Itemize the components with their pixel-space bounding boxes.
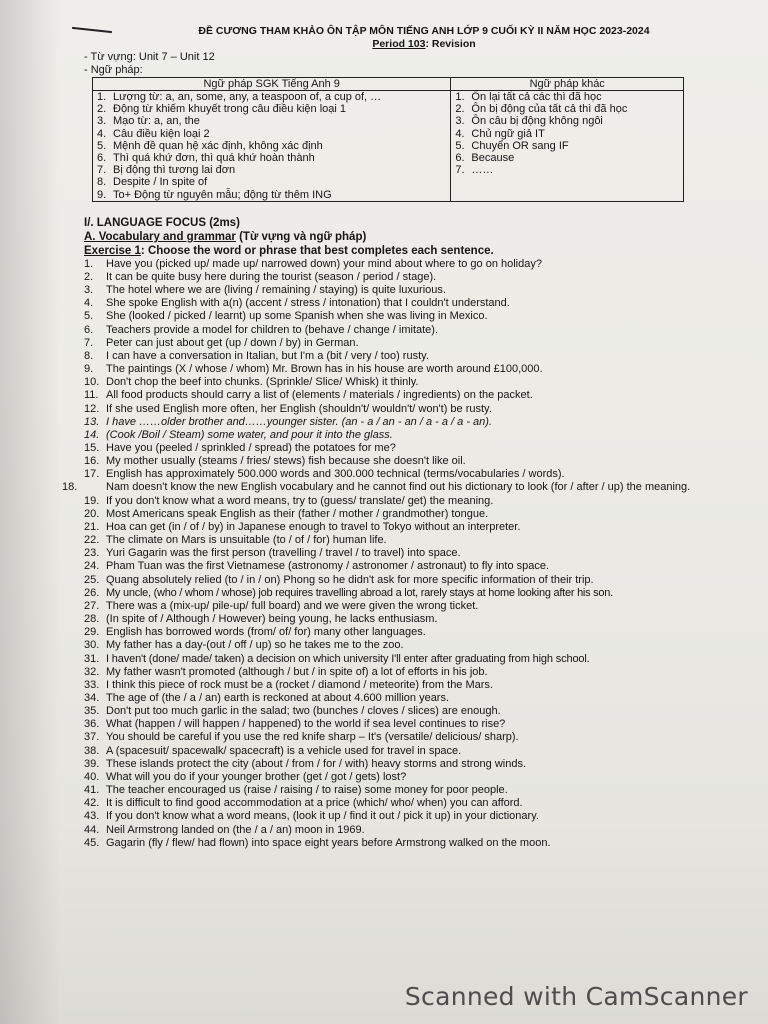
exercise-item [84, 758, 730, 771]
exercise-item [84, 797, 730, 810]
grammar-left-item-number: 7. [97, 164, 107, 177]
grammar-right-item-number: 1. [455, 91, 465, 103]
grammar-right-item [455, 164, 679, 176]
exercise-item [84, 389, 730, 402]
grammar-right-item-number: 5. [455, 139, 465, 152]
exercise-item-number: 22. [84, 534, 100, 547]
exercise-item [84, 468, 730, 481]
exercise-item-text: The climate on Mars is unsuitable (to / of / for) human life. [106, 534, 387, 547]
exercise-item-number: 17. [84, 468, 100, 481]
grammar-left-list [97, 91, 446, 201]
exercise-item-text: Peter can just about get (up / down / by) in German. [106, 336, 359, 349]
exercise-item-number: 11. [84, 389, 99, 402]
exercise-item [84, 692, 730, 705]
exercise-item-text: What (happen / will happen / happened) to the world if sea level continues to rise? [106, 718, 506, 731]
exercise-item-text: My uncle, (who / whom / whose) job requires travelling abroad a lot, rarely stays at home looking after his son. [106, 586, 613, 599]
camscanner-watermark: Scanned with CamScanner [404, 982, 748, 1011]
exercise-item [84, 705, 730, 718]
exercise-item [84, 574, 730, 587]
exercise-item-number: 31. [84, 652, 100, 665]
exercise-item-number: 10. [84, 376, 100, 389]
grammar-right-item-text: Ôn lại tất cả các thì đã học [471, 91, 602, 103]
exercise-item-number: 21. [84, 520, 100, 533]
exercise-item-text: These islands protect the city (about / from / for / with) heavy storms and strong winds. [106, 757, 527, 770]
section-heading: I/. LANGUAGE FOCUS (2ms) [84, 216, 240, 229]
exercise-item [84, 324, 730, 337]
exercise-item-text: All food products should carry a list of (elements / materials / ingredients) on the packet. [106, 389, 533, 402]
grammar-right-item-text: …… [471, 164, 494, 177]
exercise-item-text: I think this piece of rock must be a (rocket / diamond / meteorite) from the Mars. [106, 678, 493, 691]
exercise-item-number: 26. [84, 586, 100, 599]
exercise-item-text: Most Americans speak English as their (father / mother / grandmother) tongue. [106, 507, 489, 520]
exercise-item [84, 521, 730, 534]
exercise-item-text: Teachers provide a model for children to (behave / change / imitate). [106, 323, 439, 336]
exercise-item [84, 429, 730, 442]
exercise-item [84, 639, 730, 652]
exercise-item-number: 34. [84, 691, 100, 704]
exercise-item-number: 6. [84, 323, 94, 336]
exercise-list [62, 257, 730, 850]
exercise-item [84, 653, 730, 666]
exercise-item-text: There was a (mix-up/ pile-up/ full board) and we were given the wrong ticket. [106, 599, 479, 612]
exercise-item-number: 5. [84, 310, 94, 323]
exercise-item [84, 534, 730, 547]
scan-shadow [0, 0, 60, 1024]
exercise-item-number: 36. [84, 718, 100, 731]
exercise-item-text: I have ……older brother and……younger sister. (an - a / an - an / a - a / a - an). [106, 415, 492, 428]
exercise-item-number: 1. [84, 257, 94, 270]
grammar-left-item-text: Bị động thì tương lai đơn [113, 164, 236, 177]
grammar-right-item-number: 3. [455, 115, 465, 128]
exercise-item [84, 613, 730, 626]
grammar-right-item [455, 91, 679, 103]
exercise-item-number: 35. [84, 705, 100, 718]
exercise-item-text: Neil Armstrong landed on (the / a / an) moon in 1969. [106, 823, 365, 836]
grammar-line: - Ngữ pháp: [84, 64, 143, 76]
exercise-item-number: 37. [84, 731, 100, 744]
grammar-left-item-text: Thì quá khứ đơn, thì quá khứ hoàn thành [113, 152, 315, 165]
exercise-label: Exercise 1 [84, 244, 141, 257]
grammar-right-item-text: Ôn bị động của tất cả thì đã học [471, 103, 628, 116]
grammar-left-item-text: Mạo từ: a, an, the [113, 115, 200, 128]
grammar-col-left: Ngữ pháp SGK Tiếng Anh 9 [93, 78, 451, 91]
exercise-item-text: Gagarin (fly / flew/ had flown) into space eight years before Armstrong walked on the moon. [106, 836, 551, 849]
exercise-item [84, 442, 730, 455]
period-label: Period 103 [372, 38, 426, 50]
exercise-item-text: Don't chop the beef into chunks. (Sprinkle/ Slice/ Whisk) it thinly. [106, 376, 419, 389]
exercise-item-text: She (looked / picked / learnt) up some Spanish when she was living in Mexico. [106, 310, 488, 323]
exercise-item-text: Have you (picked up/ made up/ narrowed down) your mind about where to go on holiday? [106, 257, 542, 270]
grammar-left-item [97, 91, 446, 103]
grammar-left-item-text: Mệnh đề quan hệ xác định, không xác định [113, 139, 323, 152]
grammar-right-item-text: Because [471, 152, 515, 165]
grammar-right-item-number: 7. [455, 164, 465, 177]
exercise-item-number: 7. [84, 336, 94, 349]
exercise-item-text: My father has a day-(out / off / up) so he takes me to the zoo. [106, 639, 404, 652]
exercise-item-number: 2. [84, 270, 94, 283]
exercise-item-text: English has approximately 500.000 words and 300.000 technical (terms/vocabularies / words). [106, 468, 565, 481]
exercise-item [84, 600, 730, 613]
exercise-item-text: The paintings (X / whose / whom) Mr. Brown has in his house are worth around £100,000. [106, 363, 543, 376]
exercise-item-number: 14. [84, 428, 100, 441]
exercise-item [84, 666, 730, 679]
grammar-left-item-number: 1. [97, 91, 107, 103]
exercise-item [84, 508, 730, 521]
exercise-item-number: 28. [84, 613, 100, 626]
exercise-item-text: My mother usually (steams / fries/ stews) fish because she doesn't like oil. [106, 455, 466, 468]
grammar-left-item [97, 140, 446, 152]
grammar-left-item-text: To+ Động từ nguyên mẫu; động từ thêm ING [113, 188, 332, 201]
exercise-item [84, 350, 730, 363]
exercise-item-text: (Cook /Boil / Steam) some water, and pour it into the glass. [106, 428, 393, 441]
exercise-item [84, 376, 730, 389]
document-body [62, 25, 730, 850]
exercise-item-text: It is difficult to find good accommodation at a price (which/ who/ when) you can afford. [106, 797, 523, 810]
period-line [78, 38, 730, 51]
exercise-item [84, 363, 730, 376]
subsection-note: (Từ vựng và ngữ pháp) [235, 230, 367, 243]
exercise-item-number: 20. [84, 507, 100, 520]
exercise-item-number: 16. [84, 455, 100, 468]
exercise-item-text: You should be careful if you use the red knife sharp – It's (versatile/ delicious/ sharp). [106, 731, 519, 744]
grammar-right-item-number: 4. [455, 127, 465, 140]
grammar-left-cell [93, 91, 451, 202]
exercise-item-number: 30. [84, 639, 100, 652]
period-rest: : Revision [425, 38, 476, 50]
exercise-item-text: (In spite of / Although / However) being young, he lacks enthusiasm. [106, 613, 438, 626]
exercise-item-number: 44. [84, 823, 100, 836]
grammar-right-item [455, 115, 679, 127]
exercise-item [84, 403, 730, 416]
exercise-item-text: The teacher encouraged us (raise / raising / to raise) some money for poor people. [106, 784, 508, 797]
grammar-left-item [97, 128, 446, 140]
exercise-item-number: 25. [84, 573, 100, 586]
grammar-left-item-text: Động từ khiếm khuyết trong câu điều kiện loại 1 [113, 103, 346, 116]
exercise-item-number: 18. [62, 481, 78, 494]
exercise-item-text: If you don't know what a word means, try to (guess/ translate/ get) the meaning. [106, 494, 494, 507]
grammar-right-item-text: Chủ ngữ giả IT [471, 127, 545, 140]
exercise-item-number: 3. [84, 284, 94, 297]
exercise-item-text: I haven't (done/ made/ taken) a decision on which university I'll enter after graduating from high school. [106, 652, 590, 665]
exercise-item [84, 310, 730, 323]
exercise-item [84, 810, 730, 823]
exercise-item-number: 39. [84, 757, 100, 770]
exercise-item-text: Nam doesn't know the new English vocabulary and he cannot find out his dictionary to look (for / after / up) the meaning. [106, 481, 691, 494]
grammar-left-item-text: Lượng từ: a, an, some, any, a teaspoon of, a cup of, … [113, 91, 382, 103]
grammar-left-item [97, 103, 446, 115]
grammar-table [92, 77, 684, 202]
exercise-item-text: Hoa can get (in / of / by) in Japanese enough to travel to Tokyo without an interpreter. [106, 520, 521, 533]
exercise-item-text: What will you do if your younger brother (get / got / gets) lost? [106, 770, 407, 783]
exercise-item [84, 587, 730, 600]
exercise-item-text: The hotel where we are (living / remaining / staying) is quite luxurious. [106, 284, 446, 297]
exercise-item-text: A (spacesuit/ spacewalk/ spacecraft) is a vehicle used for travel in space. [106, 744, 462, 757]
grammar-left-item-text: Câu điều kiện loại 2 [113, 127, 210, 140]
exercise-item [84, 731, 730, 744]
exercise-item-text: Yuri Gagarin was the first person (travelling / travel / to travel) into space. [106, 547, 461, 560]
exercise-item-number: 29. [84, 626, 100, 639]
exercise-item-number: 8. [84, 349, 94, 362]
exercise-item-number: 45. [84, 836, 100, 849]
exercise-item-number: 32. [84, 665, 100, 678]
grammar-right-item-text: Chuyển OR sang IF [471, 139, 569, 152]
grammar-right-list [455, 91, 679, 176]
grammar-left-item [97, 164, 446, 176]
exercise-item-number: 23. [84, 547, 100, 560]
exercise-item [84, 824, 730, 837]
exercise-item-number: 33. [84, 678, 100, 691]
exercise-item [84, 284, 730, 297]
grammar-left-item-text: Despite / In spite of [113, 176, 208, 189]
grammar-left-item-number: 5. [97, 139, 107, 152]
grammar-right-item [455, 152, 679, 164]
exercise-item [84, 297, 730, 310]
exercise-item [84, 626, 730, 639]
grammar-left-item-number: 2. [97, 103, 107, 116]
exercise-item-text: Quang absolutely relied (to / in / on) Phong so he didn't ask for more specific information of their trip. [106, 573, 594, 586]
exercise-item-text: If she used English more often, her English (shouldn't/ wouldn't/ won't) be rusty. [106, 402, 492, 415]
exercise-item-number: 27. [84, 599, 100, 612]
exercise-item-text: She spoke English with a(n) (accent / stress / intonation) that I couldn't understand. [106, 297, 510, 310]
exercise-item [84, 547, 730, 560]
grammar-left-item-number: 9. [97, 188, 107, 201]
exercise-item [84, 455, 730, 468]
exercise-item-number: 42. [84, 797, 100, 810]
exercise-item-number: 43. [84, 810, 100, 823]
exercise-item [84, 271, 730, 284]
exercise-item-text: The age of (the / a / an) earth is reckoned at about 4.600 million years. [106, 691, 450, 704]
exercise-item [84, 560, 730, 573]
exercise-item-text: If you don't know what a word means, (look it up / find it out / pick it up) in your dictionary. [106, 810, 539, 823]
subsection-title: A. Vocabulary and grammar [84, 230, 236, 243]
subsection-heading [84, 230, 730, 244]
grammar-left-item [97, 115, 446, 127]
exercise-heading [84, 244, 730, 258]
exercise-item [84, 771, 730, 784]
grammar-left-item-number: 6. [97, 152, 107, 165]
grammar-right-item-number: 6. [455, 152, 465, 165]
grammar-right-item [455, 128, 679, 140]
exercise-item-number: 15. [84, 442, 100, 455]
grammar-left-item [97, 189, 446, 201]
exercise-item [84, 837, 730, 850]
grammar-right-item [455, 103, 679, 115]
grammar-right-item-number: 2. [455, 103, 465, 116]
exercise-item [62, 481, 730, 494]
exercise-item-number: 41. [84, 784, 100, 797]
exercise-item-number: 40. [84, 770, 100, 783]
grammar-left-item-number: 8. [97, 176, 107, 189]
grammar-right-cell [451, 91, 684, 202]
grammar-left-item-number: 4. [97, 127, 107, 140]
document-title: ĐỀ CƯƠNG THAM KHẢO ÔN TẬP MÔN TIẾNG ANH LỚP 9 CUỐI KỲ II NĂM HỌC 2023-2024 [198, 25, 650, 37]
vocab-line: - Từ vựng: Unit 7 – Unit 12 [84, 51, 215, 63]
exercise-item-text: I can have a conversation in Italian, but I'm a (bit / very / too) rusty. [106, 349, 429, 362]
exercise-item-number: 13. [84, 415, 100, 428]
exercise-item-text: It can be quite busy here during the tourist (season / period / stage). [106, 270, 437, 283]
grammar-left-item [97, 152, 446, 164]
exercise-item [84, 337, 730, 350]
exercise-item-number: 24. [84, 560, 100, 573]
exercise-item-number: 19. [84, 494, 100, 507]
grammar-right-item [455, 140, 679, 152]
exercise-item-text: Don't put too much garlic in the salad; two (bunches / cloves / slices) are enough. [106, 705, 501, 718]
exercise-item [84, 416, 730, 429]
exercise-item [84, 495, 730, 508]
exercise-item [84, 258, 730, 271]
exercise-item [84, 679, 730, 692]
exercise-item [84, 784, 730, 797]
exercise-item-text: English has borrowed words (from/ of/ for) many other languages. [106, 626, 426, 639]
exercise-item [84, 718, 730, 731]
exercise-item [84, 745, 730, 758]
grammar-left-item [97, 176, 446, 188]
exercise-item-number: 38. [84, 744, 100, 757]
exercise-item-number: 4. [84, 297, 94, 310]
grammar-left-item-number: 3. [97, 115, 107, 128]
exercise-item-number: 9. [84, 363, 94, 376]
grammar-right-item-text: Ôn câu bị động không ngôi [471, 115, 603, 128]
exercise-item-text: Pham Tuan was the first Vietnamese (astronomy / astronomer / astronaut) to fly into space. [106, 560, 550, 573]
exercise-item-text: Have you (peeled / sprinkled / spread) the potatoes for me? [106, 442, 396, 455]
exercise-instruction: : Choose the word or phrase that best completes each sentence. [140, 244, 494, 257]
exercise-item-number: 12. [84, 402, 100, 415]
exercise-item-text: My father wasn't promoted (although / but / in spite of) a lot of efforts in his job. [106, 665, 488, 678]
grammar-col-right: Ngữ pháp khác [451, 78, 684, 91]
